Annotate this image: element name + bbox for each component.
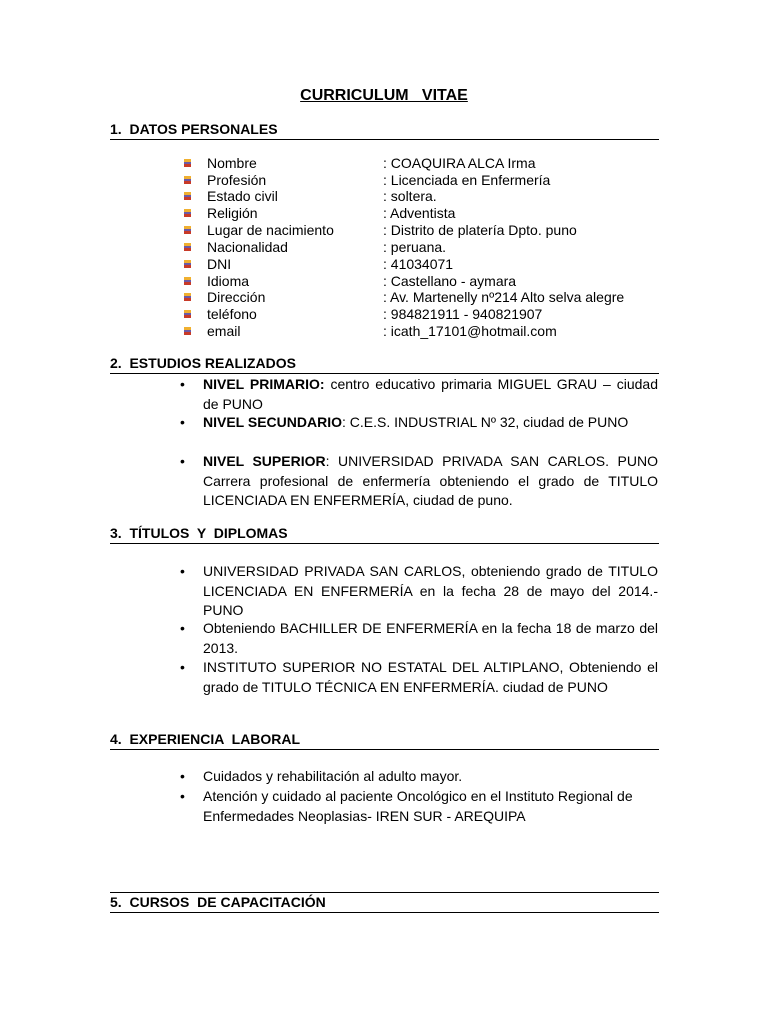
section-title: ESTUDIOS REALIZADOS (129, 355, 296, 371)
field-label: email (207, 323, 241, 339)
bullet-icon (184, 277, 191, 285)
field-value: : peruana. (383, 239, 447, 255)
field-value: : 984821911 - 940821907 (383, 306, 543, 322)
bullet-icon (184, 310, 191, 318)
bullet-icon (184, 260, 191, 268)
field-label: Religión (207, 205, 258, 221)
title-item (180, 658, 658, 697)
field-value: : Av. Martenelly nº214 Alto selva alegre (383, 289, 625, 305)
bullet-icon: • (180, 788, 185, 804)
study-text: : C.E.S. INDUSTRIAL Nº 32, ciudad de PUNO (341, 414, 629, 430)
experience-item (180, 767, 658, 787)
study-item-secundario (180, 413, 658, 433)
section-heading-experiencia (110, 731, 659, 750)
field-value: : COAQUIRA ALCA Irma (383, 155, 536, 171)
field-label: teléfono (207, 306, 257, 322)
bullet-icon (184, 176, 191, 184)
study-level: NIVEL SECUNDARIO (203, 414, 342, 430)
bullet-icon-part (184, 248, 191, 251)
bullet-icon-part (184, 298, 191, 301)
bullet-icon (184, 209, 191, 217)
field-label: Idioma (207, 273, 250, 289)
section-title: DATOS PERSONALES (129, 121, 278, 137)
study-text: centro educativo primaria MIGUEL GRAU – ciudad de PUNO (203, 376, 659, 412)
divider (110, 892, 659, 893)
title-item (180, 619, 658, 658)
bullet-icon: • (180, 376, 185, 392)
field-label: Estado civil (207, 188, 278, 204)
experience-text: Atención y cuidado al paciente Oncológico en el Instituto Regional de Enfermedades Neoplasias- IREN SUR - AREQUIPA (203, 788, 633, 824)
bullet-icon: • (180, 659, 185, 675)
section-number: 3. (110, 525, 122, 541)
field-label: Lugar de nacimiento (207, 222, 334, 238)
section-number: 4. (110, 731, 122, 747)
bullet-icon-part (184, 315, 191, 318)
experience-item (180, 787, 658, 826)
field-label: DNI (207, 256, 232, 272)
experience-text: Cuidados y rehabilitación al adulto mayor. (203, 768, 463, 784)
title-text: UNIVERSIDAD PRIVADA SAN CARLOS, obteniendo grado de TITULO LICENCIADA EN ENFERMERÍA en la fecha 28 de mayo del 2014.- PUNO (203, 563, 658, 618)
field-value: : Licenciada en Enfermería (383, 172, 551, 188)
bullet-icon (184, 293, 191, 301)
bullet-icon-part (184, 181, 191, 184)
section-number: 2. (110, 355, 122, 371)
bullet-icon: • (180, 620, 185, 636)
document-title: CURRICULUM VITAE (300, 87, 468, 104)
study-level: NIVEL PRIMARIO: (203, 376, 325, 392)
field-value: : Adventista (383, 205, 456, 221)
bullet-icon (184, 192, 191, 200)
bullet-icon-part (184, 282, 191, 285)
field-value: : 41034071 (383, 256, 454, 272)
section-number: 5. (110, 894, 122, 910)
section-number: 1. (110, 121, 122, 137)
study-text: : UNIVERSIDAD PRIVADA SAN CARLOS. PUNO Carrera profesional de enfermería obteniendo el grado de TITULO LICENCIADA EN ENFERMERÍA, ciudad de puno. (203, 453, 658, 508)
field-value: : Castellano - aymara (383, 273, 517, 289)
section-heading-cursos (110, 894, 659, 913)
field-value: : icath_17101@hotmail.com (383, 323, 557, 339)
field-value: : soltera. (383, 188, 437, 204)
section-heading-estudios (110, 355, 659, 374)
study-item-superior (180, 452, 658, 511)
bullet-icon (184, 159, 191, 167)
field-label: Nacionalidad (207, 239, 288, 255)
study-level: NIVEL SUPERIOR (203, 453, 326, 469)
bullet-icon-part (184, 231, 191, 234)
bullet-icon-part (184, 332, 191, 335)
field-value: : Distrito de platería Dpto. puno (383, 222, 577, 238)
bullet-icon (184, 243, 191, 251)
field-label: Nombre (207, 155, 257, 171)
title-text: INSTITUTO SUPERIOR NO ESTATAL DEL ALTIPLANO, Obteniendo el grado de TITULO TÉCNICA EN ENFERMERÍA. ciudad de PUNO (203, 659, 658, 695)
section-heading-titulos (110, 525, 659, 544)
bullet-icon-part (184, 265, 191, 268)
bullet-icon-part (184, 164, 191, 167)
bullet-icon: • (180, 768, 185, 784)
bullet-icon: • (180, 414, 185, 430)
bullet-icon (184, 226, 191, 234)
bullet-icon-part (184, 214, 191, 217)
section-title: EXPERIENCIA LABORAL (129, 731, 301, 747)
bullet-icon-part (184, 197, 191, 200)
study-item-primario (180, 375, 658, 414)
field-label: Dirección (207, 289, 266, 305)
bullet-icon: • (180, 563, 185, 579)
bullet-icon: • (180, 453, 185, 469)
bullet-icon (184, 327, 191, 335)
section-title: CURSOS DE CAPACITACIÓN (129, 894, 326, 910)
section-heading-datos-personales (110, 121, 659, 140)
title-text: Obteniendo BACHILLER DE ENFERMERÍA en la fecha 18 de marzo del 2013. (203, 620, 658, 656)
field-label: Profesión (207, 172, 267, 188)
title-item (180, 562, 658, 621)
section-title: TÍTULOS Y DIPLOMAS (129, 525, 288, 541)
